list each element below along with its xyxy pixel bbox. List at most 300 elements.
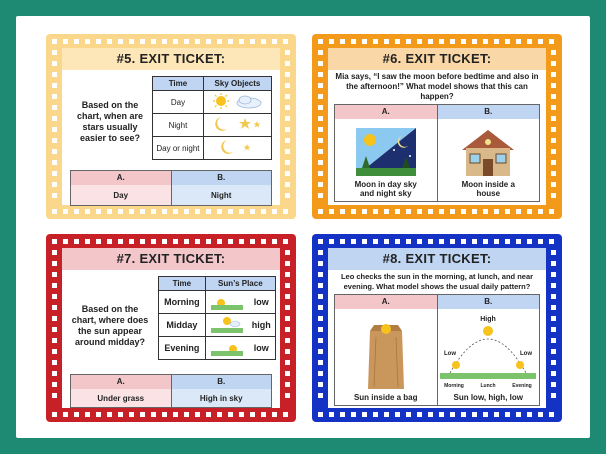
border-dot <box>52 283 57 288</box>
border-dot <box>318 83 323 88</box>
border-dot <box>52 39 57 44</box>
border-dot <box>406 412 411 417</box>
border-dot <box>318 50 323 55</box>
border-dot <box>285 272 290 277</box>
time-cell: Midday <box>159 314 206 337</box>
time-cell: Morning <box>159 291 206 314</box>
border-dot <box>551 127 556 132</box>
diagram-label-low-left: Low <box>444 351 457 357</box>
exit-ticket-card-8 <box>312 234 562 422</box>
question-text: Based on the chart, when are stars usually easier to see? <box>76 100 144 143</box>
border-dot <box>318 412 323 417</box>
border-dot <box>428 412 433 417</box>
border-dot <box>483 209 488 214</box>
border-dot <box>52 160 57 165</box>
choice-b-label: B. <box>438 105 540 119</box>
border-dot <box>373 239 378 244</box>
border-dot <box>217 239 222 244</box>
choice-a-text: Under grass <box>71 389 171 407</box>
border-dot <box>551 382 556 387</box>
border-dot <box>184 239 189 244</box>
border-dot <box>505 239 510 244</box>
border-dot <box>250 239 255 244</box>
border-dot <box>195 412 200 417</box>
border-dot <box>395 239 400 244</box>
border-dot <box>63 39 68 44</box>
border-dot <box>285 61 290 66</box>
border-dot <box>551 160 556 165</box>
border-dot <box>318 272 323 277</box>
border-dot <box>549 412 554 417</box>
border-dot <box>516 209 521 214</box>
border-dot <box>318 261 323 266</box>
border-dot <box>63 239 68 244</box>
border-dot <box>417 412 422 417</box>
choice-a[interactable] <box>71 375 171 407</box>
border-dot <box>250 412 255 417</box>
border-dot <box>52 171 57 176</box>
border-dot <box>285 94 290 99</box>
border-dot <box>85 209 90 214</box>
choice-b-text: Night <box>172 185 272 205</box>
border-dot <box>239 412 244 417</box>
border-dot <box>483 239 488 244</box>
border-dot <box>450 209 455 214</box>
border-dot <box>340 209 345 214</box>
border-dot <box>527 412 532 417</box>
sunset-icon <box>205 337 247 360</box>
border-dot <box>551 138 556 143</box>
border-dot <box>450 412 455 417</box>
border-dot <box>283 412 288 417</box>
border-dot <box>318 382 323 387</box>
border-dot <box>351 39 356 44</box>
choice-a-label: A. <box>335 295 437 309</box>
border-dot <box>285 160 290 165</box>
border-dot <box>140 412 145 417</box>
border-dot <box>472 412 477 417</box>
border-dot <box>285 149 290 154</box>
choice-b-label: B. <box>438 295 540 309</box>
border-dot <box>184 209 189 214</box>
border-dot <box>551 360 556 365</box>
border-dot <box>318 182 323 187</box>
border-dot <box>96 239 101 244</box>
border-dot <box>285 105 290 110</box>
border-dot <box>162 39 167 44</box>
border-dot <box>538 209 543 214</box>
border-dot <box>406 39 411 44</box>
border-dot <box>107 209 112 214</box>
border-dot <box>362 39 367 44</box>
border-dot <box>461 39 466 44</box>
border-dot <box>417 209 422 214</box>
table-header-time: Time <box>153 77 204 91</box>
border-dot <box>551 294 556 299</box>
border-dot <box>206 209 211 214</box>
table-row <box>153 137 272 160</box>
border-dot <box>52 412 57 417</box>
border-dot <box>351 239 356 244</box>
card-title: #7. EXIT TICKET: <box>62 248 280 270</box>
border-dot <box>118 412 123 417</box>
border-dot <box>551 61 556 66</box>
border-dot <box>173 239 178 244</box>
moon-and-stars-icon <box>203 114 271 137</box>
border-dot <box>494 209 499 214</box>
border-dot <box>52 138 57 143</box>
moon-icon <box>203 137 271 160</box>
border-dot <box>428 209 433 214</box>
border-dot <box>551 83 556 88</box>
border-dot <box>272 412 277 417</box>
border-dot <box>395 412 400 417</box>
border-dot <box>461 209 466 214</box>
border-dot <box>549 209 554 214</box>
border-dot <box>406 209 411 214</box>
border-dot <box>551 371 556 376</box>
question-text: Leo checks the sun in the morning, at lunch, and near evening. What model shows the usual daily pattern? <box>340 272 534 291</box>
diagram-label-morning: Morning <box>444 383 465 389</box>
border-dot <box>538 39 543 44</box>
time-cell: Day <box>153 91 204 114</box>
border-dot <box>318 305 323 310</box>
border-dot <box>52 327 57 332</box>
sun-path-icon <box>440 311 536 391</box>
border-dot <box>272 39 277 44</box>
border-dot <box>195 239 200 244</box>
border-dot <box>52 83 57 88</box>
border-dot <box>52 209 57 214</box>
border-dot <box>285 294 290 299</box>
border-dot <box>483 412 488 417</box>
exit-ticket-card-5 <box>46 34 296 219</box>
border-dot <box>450 39 455 44</box>
border-dot <box>173 412 178 417</box>
answer-choices <box>334 294 540 406</box>
border-dot <box>140 209 145 214</box>
border-dot <box>318 149 323 154</box>
border-dot <box>551 72 556 77</box>
choice-b[interactable] <box>437 295 540 405</box>
choice-b[interactable] <box>171 171 272 205</box>
border-dot <box>52 305 57 310</box>
table-header-suns-place: Sun’s Place <box>205 277 275 291</box>
border-dot <box>551 393 556 398</box>
border-dot <box>340 412 345 417</box>
border-dot <box>173 209 178 214</box>
border-dot <box>52 360 57 365</box>
border-dot <box>505 39 510 44</box>
choice-a[interactable] <box>335 295 437 405</box>
border-dot <box>250 39 255 44</box>
border-dot <box>395 209 400 214</box>
border-dot <box>351 209 356 214</box>
border-dot <box>318 209 323 214</box>
border-dot <box>140 39 145 44</box>
border-dot <box>285 193 290 198</box>
border-dot <box>329 209 334 214</box>
border-dot <box>285 116 290 121</box>
border-dot <box>52 149 57 154</box>
border-dot <box>318 61 323 66</box>
border-dot <box>184 39 189 44</box>
border-dot <box>118 239 123 244</box>
border-dot <box>551 50 556 55</box>
border-dot <box>74 39 79 44</box>
diagram-label-high: High <box>480 316 497 323</box>
border-dot <box>417 239 422 244</box>
border-dot <box>285 138 290 143</box>
time-cell: Day or night <box>153 137 204 160</box>
border-dot <box>527 39 532 44</box>
border-dot <box>52 239 57 244</box>
border-dot <box>228 39 233 44</box>
diagram-label-low-right: Low <box>520 351 533 357</box>
border-dot <box>527 239 532 244</box>
border-dot <box>318 39 323 44</box>
border-dot <box>551 327 556 332</box>
place-cell: low <box>247 337 275 360</box>
border-dot <box>129 39 134 44</box>
sunrise-icon <box>205 291 247 314</box>
border-dot <box>318 393 323 398</box>
border-dot <box>285 261 290 266</box>
border-dot <box>107 239 112 244</box>
border-dot <box>52 371 57 376</box>
border-dot <box>318 327 323 332</box>
choice-a[interactable] <box>71 171 171 205</box>
border-dot <box>261 239 266 244</box>
border-dot <box>318 338 323 343</box>
border-dot <box>285 171 290 176</box>
border-dot <box>318 349 323 354</box>
border-dot <box>439 412 444 417</box>
border-dot <box>52 338 57 343</box>
card-title: #8. EXIT TICKET: <box>328 248 546 270</box>
choice-a[interactable] <box>335 105 437 201</box>
border-dot <box>285 72 290 77</box>
answer-choices <box>70 170 272 206</box>
border-dot <box>107 412 112 417</box>
border-dot <box>285 182 290 187</box>
choice-a-label: A. <box>71 375 171 389</box>
border-dot <box>52 193 57 198</box>
border-dot <box>384 239 389 244</box>
border-dot <box>551 116 556 121</box>
border-dot <box>318 72 323 77</box>
choice-b[interactable] <box>437 105 540 201</box>
border-dot <box>261 412 266 417</box>
border-dot <box>52 94 57 99</box>
border-dot <box>272 209 277 214</box>
border-dot <box>461 412 466 417</box>
border-dot <box>283 239 288 244</box>
border-dot <box>239 239 244 244</box>
border-dot <box>217 412 222 417</box>
border-dot <box>384 39 389 44</box>
border-dot <box>107 39 112 44</box>
time-cell: Night <box>153 114 204 137</box>
border-dot <box>285 338 290 343</box>
border-dot <box>472 239 477 244</box>
border-dot <box>551 261 556 266</box>
border-dot <box>516 239 521 244</box>
border-dot <box>285 393 290 398</box>
border-dot <box>285 283 290 288</box>
table-row <box>153 91 272 114</box>
choice-a-label: A. <box>71 171 171 185</box>
border-dot <box>52 349 57 354</box>
border-dot <box>173 39 178 44</box>
border-dot <box>285 360 290 365</box>
border-dot <box>151 209 156 214</box>
question-text: Mia says, “I saw the moon before bedtime and also in the afternoon!” What model shows that this can happen? <box>335 72 539 101</box>
border-dot <box>52 272 57 277</box>
border-dot <box>318 239 323 244</box>
border-dot <box>217 209 222 214</box>
day-night-sky-icon <box>354 126 418 178</box>
border-dot <box>428 239 433 244</box>
border-dot <box>549 239 554 244</box>
choice-a-text: Moon in day sky and night sky <box>354 180 417 198</box>
border-dot <box>538 239 543 244</box>
border-dot <box>285 316 290 321</box>
border-dot <box>549 39 554 44</box>
border-dot <box>285 50 290 55</box>
border-dot <box>318 294 323 299</box>
table-row <box>159 337 276 360</box>
border-dot <box>118 39 123 44</box>
suns-place-table <box>158 276 276 360</box>
border-dot <box>527 209 532 214</box>
border-dot <box>195 209 200 214</box>
border-dot <box>362 209 367 214</box>
border-dot <box>162 209 167 214</box>
sky-objects-table <box>152 76 272 160</box>
choice-b[interactable] <box>171 375 272 407</box>
border-dot <box>318 360 323 365</box>
border-dot <box>329 412 334 417</box>
place-cell: high <box>247 314 275 337</box>
border-dot <box>96 209 101 214</box>
border-dot <box>52 382 57 387</box>
border-dot <box>318 250 323 255</box>
border-dot <box>63 412 68 417</box>
border-dot <box>551 316 556 321</box>
table-header-time: Time <box>159 277 206 291</box>
border-dot <box>551 193 556 198</box>
border-dot <box>538 412 543 417</box>
border-dot <box>85 39 90 44</box>
border-dot <box>505 209 510 214</box>
border-dot <box>285 250 290 255</box>
border-dot <box>151 39 156 44</box>
border-dot <box>261 209 266 214</box>
border-dot <box>551 94 556 99</box>
border-dot <box>52 393 57 398</box>
border-dot <box>373 209 378 214</box>
border-dot <box>439 209 444 214</box>
border-dot <box>516 39 521 44</box>
border-dot <box>52 72 57 77</box>
border-dot <box>250 209 255 214</box>
border-dot <box>373 412 378 417</box>
border-dot <box>74 412 79 417</box>
choice-a-label: A. <box>335 105 437 119</box>
border-dot <box>52 294 57 299</box>
border-dot <box>551 338 556 343</box>
border-dot <box>118 209 123 214</box>
paper-bag-icon <box>356 317 416 391</box>
border-dot <box>472 39 477 44</box>
place-cell: low <box>247 291 275 314</box>
diagram-label-evening: Evening <box>512 383 532 389</box>
border-dot <box>551 305 556 310</box>
border-dot <box>551 171 556 176</box>
border-dot <box>362 239 367 244</box>
border-dot <box>285 305 290 310</box>
border-dot <box>85 412 90 417</box>
border-dot <box>439 39 444 44</box>
choice-b-label: B. <box>172 375 272 389</box>
time-cell: Evening <box>159 337 206 360</box>
table-header-sky-objects: Sky Objects <box>203 77 271 91</box>
border-dot <box>406 239 411 244</box>
border-dot <box>439 239 444 244</box>
border-dot <box>184 412 189 417</box>
border-dot <box>472 209 477 214</box>
border-dot <box>285 371 290 376</box>
border-dot <box>551 105 556 110</box>
border-dot <box>329 39 334 44</box>
border-dot <box>351 412 356 417</box>
border-dot <box>228 412 233 417</box>
border-dot <box>318 316 323 321</box>
border-dot <box>151 412 156 417</box>
border-dot <box>52 182 57 187</box>
border-dot <box>551 149 556 154</box>
border-dot <box>318 116 323 121</box>
border-dot <box>318 94 323 99</box>
diagram-label-lunch: Lunch <box>480 383 496 389</box>
border-dot <box>494 39 499 44</box>
border-dot <box>162 239 167 244</box>
border-dot <box>74 209 79 214</box>
border-dot <box>52 116 57 121</box>
border-dot <box>329 239 334 244</box>
border-dot <box>461 239 466 244</box>
border-dot <box>285 327 290 332</box>
border-dot <box>318 171 323 176</box>
border-dot <box>450 239 455 244</box>
border-dot <box>129 412 134 417</box>
table-row <box>159 291 276 314</box>
border-dot <box>206 239 211 244</box>
border-dot <box>239 209 244 214</box>
border-dot <box>96 412 101 417</box>
border-dot <box>206 412 211 417</box>
choice-a-text: Day <box>71 185 171 205</box>
border-dot <box>217 39 222 44</box>
border-dot <box>52 127 57 132</box>
border-dot <box>206 39 211 44</box>
border-dot <box>318 127 323 132</box>
border-dot <box>228 239 233 244</box>
choice-b-text: Sun low, high, low <box>453 393 523 402</box>
sun-and-cloud-icon <box>203 91 271 114</box>
exit-ticket-card-6 <box>312 34 562 219</box>
